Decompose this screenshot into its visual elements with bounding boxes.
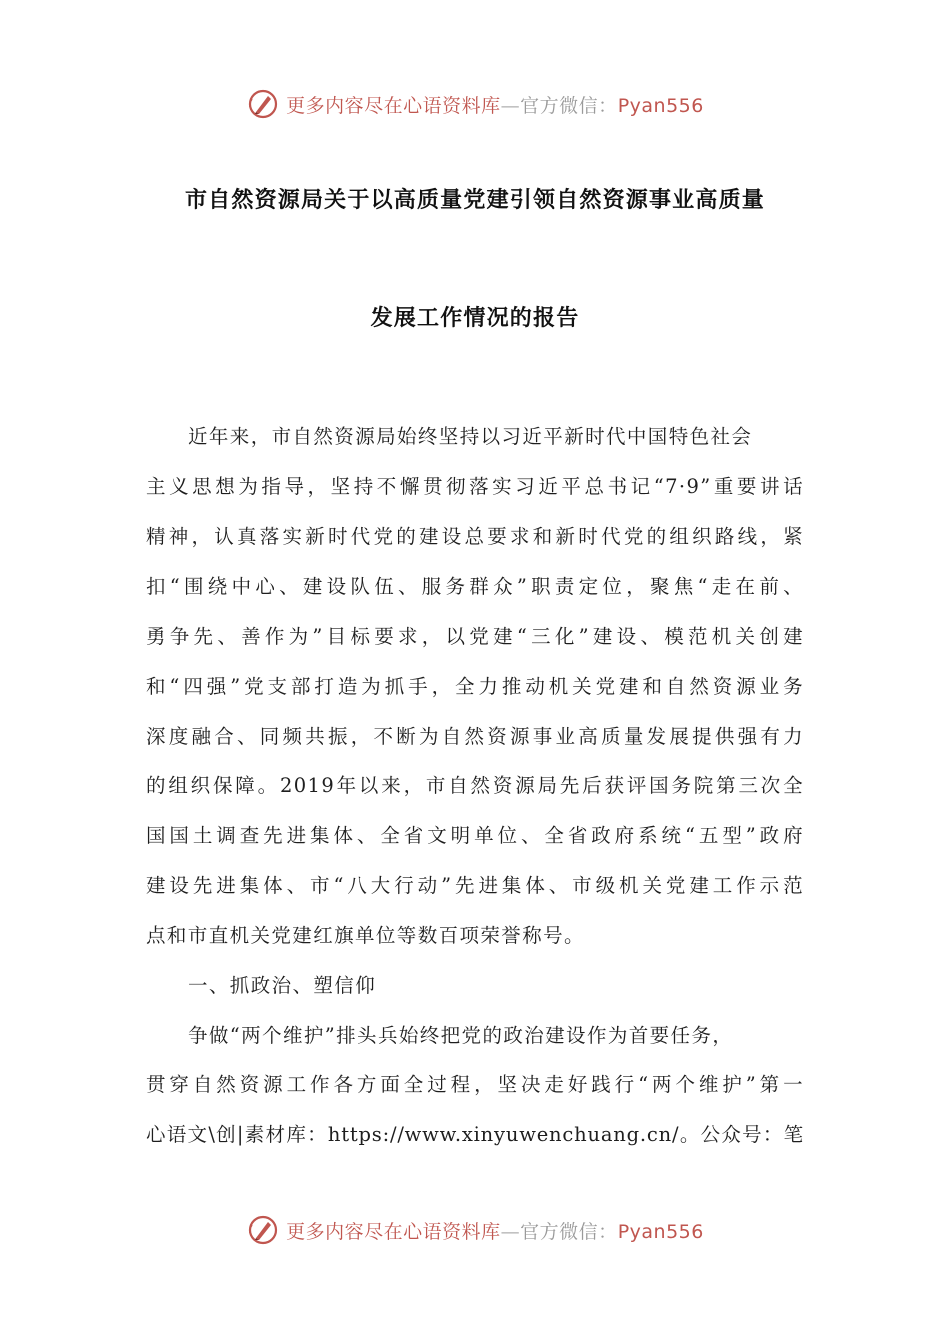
watermark-brand: 更多内容尽在心语资料库	[286, 1220, 501, 1243]
watermark-label: 官方微信：	[520, 94, 618, 117]
body-line: 点和市直机关党建红旗单位等数百项荣誉称号。	[146, 924, 585, 947]
body-line: 勇争先、善作为”目标要求，以党建“三化”建设、模范机关创建	[146, 625, 804, 648]
body-line: 和“四强”党支部打造为抓手，全力推动机关党建和自然资源业务	[146, 675, 804, 698]
watermark-label: 官方微信：	[520, 1220, 618, 1243]
body-line: 精神，认真落实新时代党的建设总要求和新时代党的组织路线，紧	[146, 525, 804, 548]
body-line: 扣“围绕中心、建设队伍、服务群众”职责定位，聚焦“走在前、	[146, 575, 804, 598]
watermark-id: Pyan556	[617, 1220, 704, 1243]
body-line: 近年来，市自然资源局始终坚持以习近平新时代中国特色社会	[188, 425, 753, 448]
watermark-text	[286, 91, 704, 118]
body-line: 国国土调查先进集体、全省文明单位、全省政府系统“五型”政府	[146, 824, 804, 847]
body-line: 贯穿自然资源工作各方面全过程，坚决走好践行“两个维护”第一	[146, 1073, 804, 1096]
document-title-line-2: 发展工作情况的报告	[370, 305, 580, 331]
watermark-footer	[0, 1210, 950, 1250]
watermark-dash: —	[500, 1220, 521, 1243]
body-line: 主义思想为指导，坚持不懈贯彻落实习近平总书记“7·9”重要讲话	[146, 475, 804, 498]
pen-logo-icon	[246, 1213, 280, 1247]
section-heading: 一、抓政治、塑信仰	[188, 974, 377, 997]
watermark-id: Pyan556	[617, 94, 704, 117]
body-line: 争做“两个维护”排头兵始终把党的政治建设作为首要任务，	[188, 1024, 734, 1047]
body-line: 建设先进集体、市“八大行动”先进集体、市级机关党建工作示范	[146, 874, 804, 897]
watermark-dash: —	[500, 94, 521, 117]
body-line: 深度融合、同频共振，不断为自然资源事业高质量发展提供强有力	[146, 725, 804, 748]
body-line: 的组织保障。2019年以来，市自然资源局先后获评国务院第三次全	[146, 774, 804, 797]
body-line: 心语文\创|素材库：https://www.xinyuwenchuang.cn/。公众号：笔	[146, 1123, 804, 1146]
document-title-line-1: 市自然资源局关于以高质量党建引领自然资源事业高质量	[184, 187, 765, 213]
pen-logo-icon	[246, 87, 280, 121]
watermark-header	[0, 84, 950, 124]
watermark-text	[286, 1217, 704, 1244]
watermark-brand: 更多内容尽在心语资料库	[286, 94, 501, 117]
